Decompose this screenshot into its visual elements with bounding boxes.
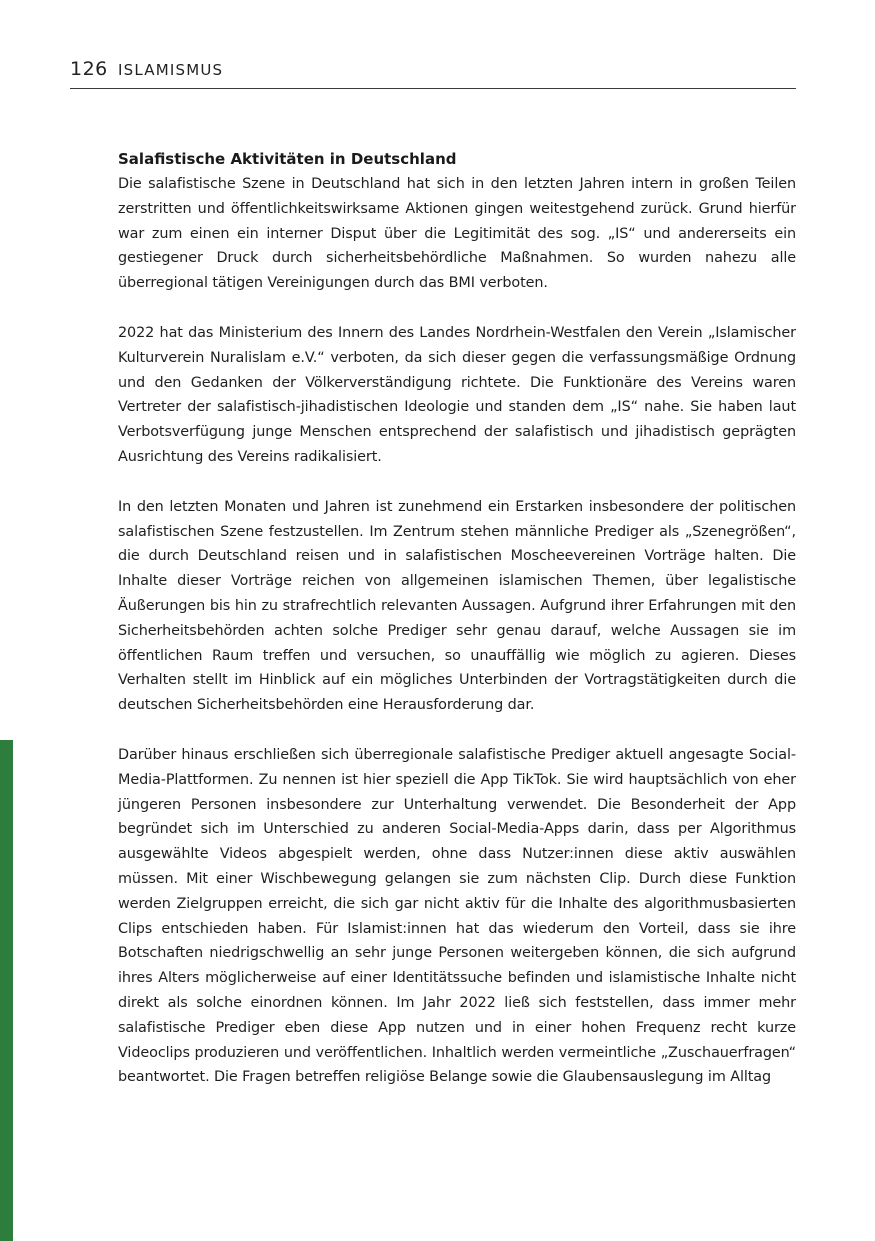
main-content <box>118 147 796 1090</box>
paragraph-1: Die salafistische Szene in Deutschland hat sich in den letzten Jahren intern in großen Teilen zerstritten und öffentlichkeitswirksame Aktionen gingen weitestgehend zurück. Grund hierfür war zum einen ein interner Disput über die Legitimität des sog. „IS“ und andererseits ein gestiegener Druck durch sicherheitsbehördliche Maßnahmen. So wurden nahezu alle überregional tätigen Vereinigungen durch das BMI verboten. <box>118 176 796 292</box>
page-header <box>70 56 796 89</box>
paragraph-3: In den letzten Monaten und Jahren ist zunehmend ein Erstarken insbesondere der politischen salafistischen Szene festzustellen. Im Zentrum stehen männliche Prediger als „Szenegrößen“, die durch Deutschland reisen und in salafistischen Moscheevereinen Vorträge halten. Die Inhalte dieser Vorträge reichen von allgemeinen islamischen Themen, über legalistische Äußerungen bis hin zu strafrechtlich relevanten Aussagen. Aufgrund ihrer Erfahrungen mit den Sicherheitsbehörden achten solche Prediger sehr genau darauf, welche Aussagen sie im öffentlichen Raum treffen und versuchen, so unauffällig wie möglich zu agieren. Dieses Verhalten stellt im Hinblick auf ein mögliches Unterbinden der Vortragstätigkeiten durch die deutschen Sicherheitsbehörden eine Herausforderung dar. <box>118 498 796 714</box>
paragraph-4: Darüber hinaus erschließen sich überregionale salafistische Prediger aktuell angesagte Social-Media-Plattformen. Zu nennen ist hier speziell die App TikTok. Sie wird hauptsächlich von eher jüngeren Personen insbesondere zur Unterhaltung verwendet. Die Besonderheit der App begründet sich im Unterschied zu anderen Social-Media-Apps darin, dass per Algorithmus ausgewählte Videos abgespielt werden, ohne dass Nutzer:innen diese aktiv auswählen müssen. Mit einer Wischbewegung gelangen sie zum nächsten Clip. Durch diese Funktion werden Zielgruppen erreicht, die sich gar nicht aktiv für die Inhalte des algorithmusbasierten Clips entschieden haben. Für Islamist:innen hat das wiederum den Vorteil, dass sie ihre Botschaften niedrigschwellig an sehr junge Personen weitergeben können, die sich aufgrund ihres Alters möglicherweise auf einer Identitätssuche befinden und islamistische Inhalte nicht direkt als solche einordnen können. Im Jahr 2022 ließ sich feststellen, dass immer mehr salafistische Prediger eben diese App nutzen und in einer hohen Frequenz recht kurze Videoclips produzieren und veröffentlichen. Inhaltlich werden vermeintliche „Zuschauerfragen“ beantwortet. Die Fragen betreffen religiöse Belange sowie die Glaubensauslegung im Alltag <box>118 746 796 1086</box>
page-number: 126 <box>70 58 108 80</box>
running-head: ISLAMISMUS <box>118 61 224 79</box>
section-heading: Salafistische Aktivitäten in Deutschland <box>118 150 457 168</box>
paragraph-2: 2022 hat das Ministerium des Innern des Landes Nordrhein-Westfalen den Verein „Islamischer Kulturverein Nuralislam e.V.“ verboten, da sich dieser gegen die verfassungsmäßige Ordnung und den Gedanken der Völkerverständigung richtete. Die Funktionäre des Vereins waren Vertreter der salafistisch-jihadistischen Ideologie und standen dem „IS“ nahe. Sie haben laut Verbotsverfügung junge Menschen entsprechend der salafistisch und jihadistisch geprägten Ausrichtung des Vereins radikalisiert. <box>118 324 796 465</box>
chapter-color-bar <box>0 740 13 1241</box>
